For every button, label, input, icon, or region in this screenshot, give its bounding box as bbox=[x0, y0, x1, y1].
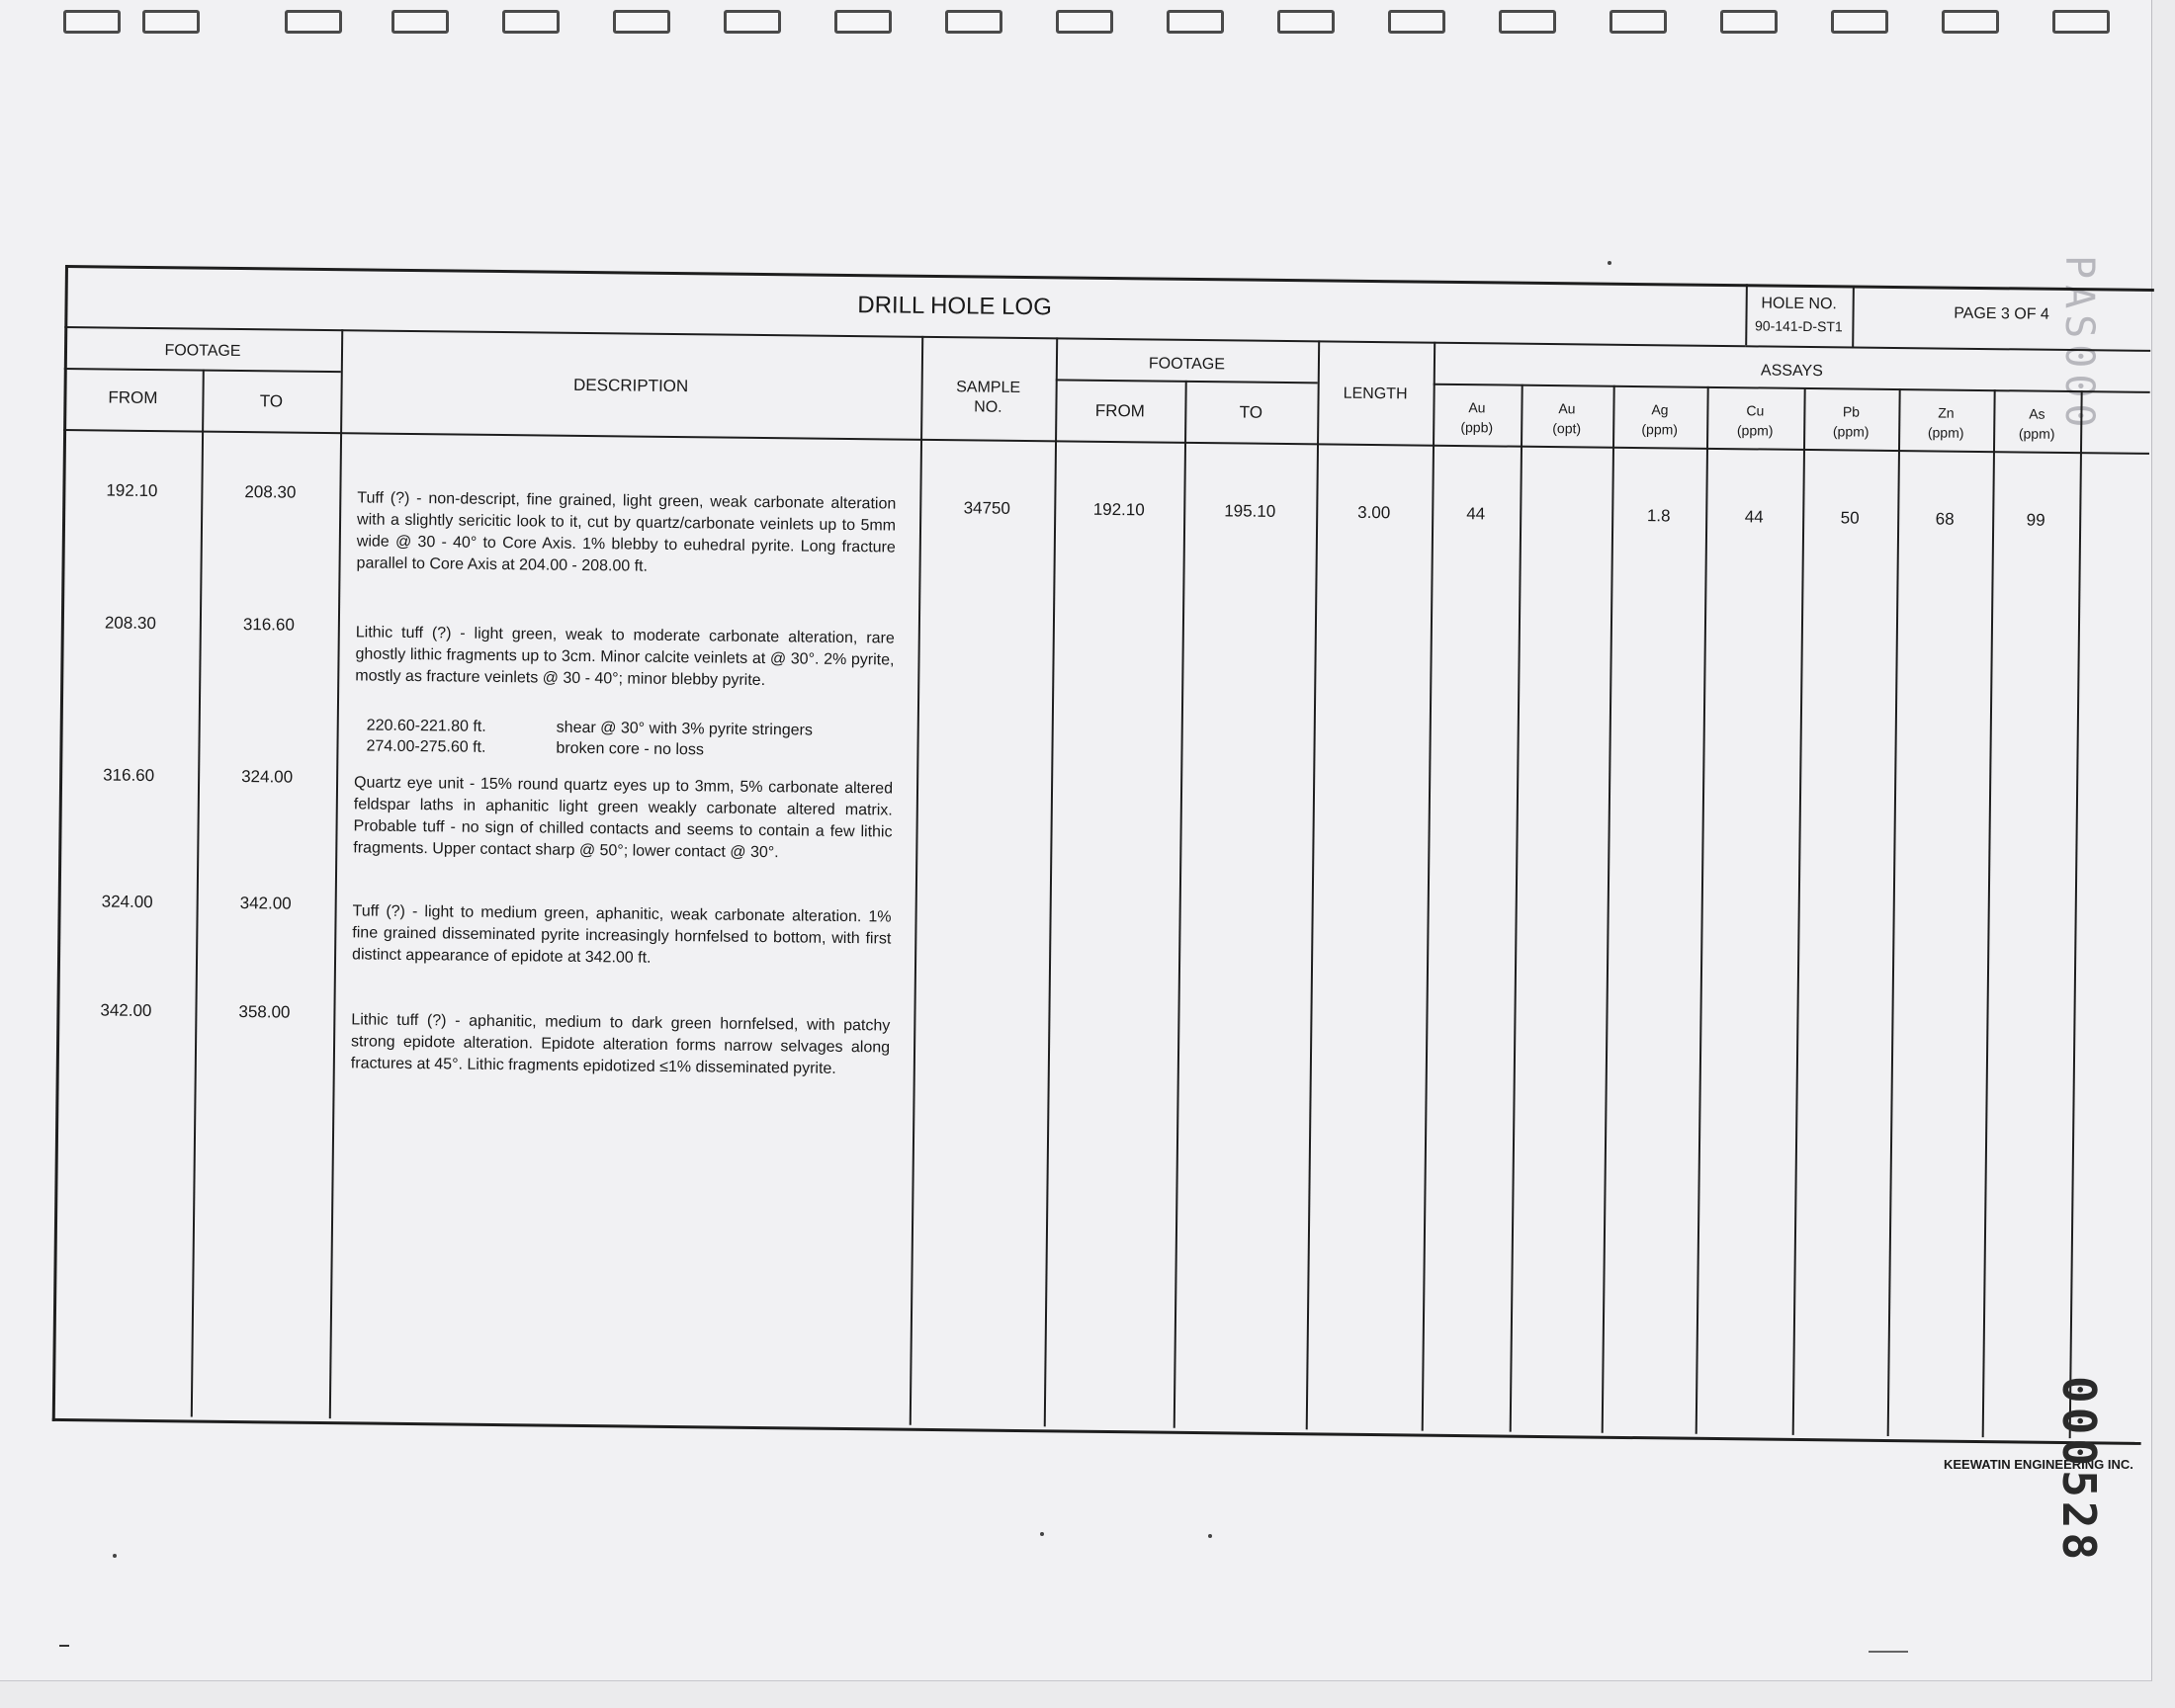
assay-au-ppb: 44 bbox=[1466, 504, 1486, 524]
sample-from-heading: FROM bbox=[1094, 400, 1146, 421]
assay-element: Zn bbox=[1938, 404, 1955, 421]
faint-stamp: PAS000 bbox=[2056, 255, 2102, 434]
feed-hole bbox=[1831, 10, 1888, 34]
interval-from: 316.60 bbox=[103, 765, 155, 786]
sample-from: 192.10 bbox=[1092, 499, 1145, 520]
hole-no: 90-141-D-ST1 bbox=[1754, 317, 1843, 335]
feed-hole bbox=[142, 10, 200, 34]
interval-description: Tuff (?) - non-descript, fine grained, light green, weak carbonate alteration with a slightly sericitic look to it, cut by quartz/carbonate veinlets up to 5mm wide @ 30 - 40° to Core Axis. 1% blebby to euhedral pyrite. Long fracture parallel to Core Axis at 204.00 - 208.00 ft. bbox=[356, 489, 897, 575]
sample-length: 3.00 bbox=[1357, 502, 1391, 523]
feed-hole bbox=[285, 10, 342, 34]
hole-no-label: HOLE NO. bbox=[1761, 295, 1837, 313]
interval-from: 208.30 bbox=[104, 613, 157, 634]
feed-hole bbox=[1056, 10, 1113, 34]
sample-to: 195.10 bbox=[1224, 501, 1276, 521]
sample-no: 34750 bbox=[963, 498, 1011, 518]
assay-ag: 1.8 bbox=[1646, 506, 1671, 526]
assay-unit: (ppm) bbox=[1832, 423, 1870, 440]
assay-unit: (ppm) bbox=[1641, 421, 1679, 438]
assays-heading: ASSAYS bbox=[1760, 362, 1823, 381]
interval-from: 192.10 bbox=[106, 480, 158, 501]
scan-speck bbox=[1608, 261, 1611, 265]
assay-unit: (ppm) bbox=[1927, 424, 1964, 441]
document-number-stamp: 000528 bbox=[2052, 1376, 2106, 1565]
note-range: 220.60-221.80 ft. bbox=[366, 717, 486, 735]
assay-col-au-ppb bbox=[1433, 397, 1521, 438]
assay-col-pb bbox=[1803, 401, 1898, 442]
feed-hole bbox=[2052, 10, 2110, 34]
scan-mark bbox=[59, 1645, 69, 1647]
interval-from: 342.00 bbox=[100, 1000, 152, 1021]
assay-unit: (opt) bbox=[1552, 420, 1582, 437]
scan-speck bbox=[113, 1554, 117, 1558]
feed-hole bbox=[1277, 10, 1335, 34]
page-indicator: PAGE 3 OF 4 bbox=[1954, 304, 2049, 323]
feed-hole bbox=[502, 10, 560, 34]
log-title: DRILL HOLE LOG bbox=[857, 292, 1052, 321]
assay-element: Au bbox=[1558, 400, 1576, 417]
feed-hole bbox=[834, 10, 892, 34]
assay-unit: (ppm) bbox=[2018, 425, 2055, 442]
to-heading: TO bbox=[259, 391, 284, 411]
assay-zn: 68 bbox=[1935, 509, 1955, 529]
sample-no-heading: SAMPLE NO. bbox=[956, 379, 1021, 416]
feed-hole bbox=[945, 10, 1002, 34]
feed-hole bbox=[1942, 10, 1999, 34]
assay-element: Au bbox=[1468, 399, 1486, 416]
note-text: shear @ 30° with 3% pyrite stringers bbox=[556, 719, 813, 739]
assay-col-au-opt bbox=[1521, 398, 1612, 439]
note-range: 274.00-275.60 ft. bbox=[366, 737, 486, 756]
feed-hole bbox=[63, 10, 121, 34]
interval-from: 324.00 bbox=[101, 892, 153, 912]
feed-hole bbox=[392, 10, 449, 34]
sample-to-heading: TO bbox=[1239, 402, 1263, 422]
feed-hole bbox=[1610, 10, 1667, 34]
assay-col-cu bbox=[1706, 400, 1803, 441]
assay-element: As bbox=[2029, 405, 2045, 422]
company-name: KEEWATIN ENGINEERING INC. bbox=[1944, 1457, 2133, 1472]
interval-to: 358.00 bbox=[238, 1002, 291, 1022]
interval-description: Lithic tuff (?) - aphanitic, medium to dark green hornfelsed, with patchy strong epidote alteration. Epidote alteration forms narrow selvages along fractures at 45°. Lithic fragments epidotized ≤1% disseminated pyrite. bbox=[350, 1011, 891, 1077]
assay-col-as bbox=[1993, 403, 2080, 444]
interval-description: Lithic tuff (?) - light green, weak to moderate carbonate alteration, rare ghostly lithic fragments up to 3cm. Minor calcite veinlets at @ 30°. 2% pyrite, mostly as fracture veinlets @ 30 - 40°; minor blebby pyrite. bbox=[355, 624, 895, 690]
feed-hole bbox=[613, 10, 670, 34]
scan-mark bbox=[1869, 1651, 1908, 1653]
tractor-feed-holes bbox=[63, 10, 2159, 36]
interval-description: Quartz eye unit - 15% round quartz eyes up to 3mm, 5% carbonate altered feldspar laths in aphanitic light green weakly carbonate altered matrix. Probable tuff - no sign of chilled contacts and seems to contain a few lithic fragments. Upper contact sharp @ 50°; lower contact @ 30°. bbox=[353, 774, 894, 862]
scan-speck bbox=[1040, 1532, 1044, 1536]
note-text: broken core - no loss bbox=[556, 739, 704, 759]
assay-as: 99 bbox=[2026, 510, 2045, 530]
description-heading: DESCRIPTION bbox=[572, 375, 689, 396]
assay-element: Pb bbox=[1842, 403, 1861, 420]
feed-hole bbox=[1499, 10, 1556, 34]
drill-hole-log-table bbox=[52, 265, 2151, 1439]
footage-heading: FOOTAGE bbox=[164, 342, 241, 361]
interval-to: 342.00 bbox=[239, 894, 292, 913]
assay-unit: (ppm) bbox=[1736, 422, 1774, 439]
interval-to: 316.60 bbox=[242, 615, 295, 635]
interval-to: 208.30 bbox=[244, 482, 297, 502]
assay-element: Ag bbox=[1651, 401, 1669, 418]
feed-hole bbox=[1167, 10, 1224, 34]
interval-to: 324.00 bbox=[241, 767, 294, 787]
assay-element: Cu bbox=[1746, 402, 1765, 419]
assay-col-zn bbox=[1898, 402, 1993, 443]
assay-cu: 44 bbox=[1744, 507, 1764, 527]
interval-description: Tuff (?) - light to medium green, aphanitic, weak carbonate alteration. 1% fine grained disseminated pyrite increasingly hornfelsed to bottom, with first distinct appearance of epidote at 342.00 ft. bbox=[352, 902, 892, 967]
assay-unit: (ppb) bbox=[1460, 419, 1494, 436]
assay-col-ag bbox=[1612, 399, 1706, 440]
sample-footage-heading: FOOTAGE bbox=[1148, 355, 1226, 374]
from-heading: FROM bbox=[108, 387, 158, 408]
feed-hole bbox=[1388, 10, 1445, 34]
feed-hole bbox=[724, 10, 781, 34]
scan-speck bbox=[1208, 1534, 1212, 1538]
feed-hole bbox=[1720, 10, 1778, 34]
assay-pb: 50 bbox=[1840, 508, 1860, 528]
length-heading: LENGTH bbox=[1343, 384, 1408, 403]
